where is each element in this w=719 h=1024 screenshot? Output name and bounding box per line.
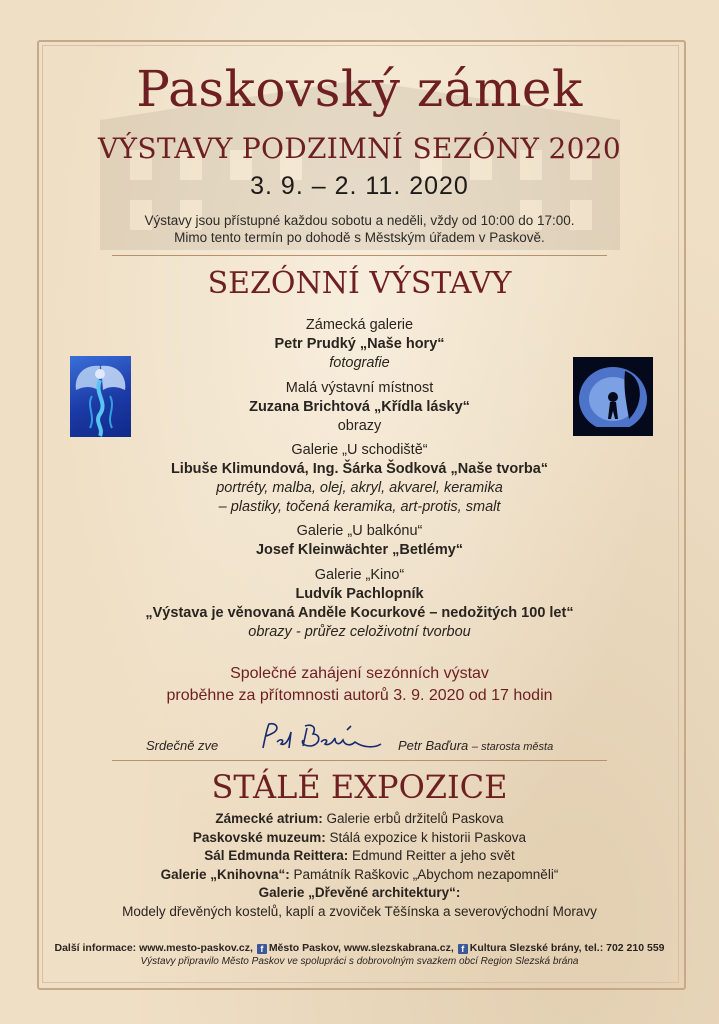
footer-site-2[interactable]: www.slezskabrana.cz, [343,942,454,954]
permanent-item [0,866,719,885]
opening-line-2: Mimo tento termín po dohodě s Městským úřadem v Paskově. [174,230,545,245]
permanent-heading: STÁLÉ EXPOZICE [211,768,508,806]
exhibition-venue: Galerie „U balkónu“ [296,523,423,539]
exhibition-description: portréty, malba, olej, akryl, akvarel, keramika [216,480,503,496]
permanent-item [0,829,719,848]
permanent-item-text: Galerie erbů držitelů Paskova [322,811,504,826]
exhibition-author: Josef Kleinwächter „Betlémy“ [255,542,464,558]
exhibition-u-balkonu [0,522,719,560]
permanent-item [0,810,719,829]
permanent-item [0,884,719,903]
exhibition-author: Zuzana Brichtová „Křídla lásky“ [249,399,470,415]
season-dates: 3. 9. – 2. 11. 2020 [250,172,469,200]
exhibition-author-2: „Výstava je věnovaná Anděle Kocurkové – nedožitých 100 let“ [145,605,574,621]
footer-info-prefix: Další informace: www.mesto-paskov.cz, [54,942,253,954]
permanent-item [0,847,719,866]
mayor-signature [255,718,385,758]
exhibition-venue: Zámecká galerie [305,317,414,333]
page-title: Paskovský zámek [136,60,583,118]
joint-opening-line-1: Společné zahájení sezónních výstav [230,665,489,682]
facebook-icon: f [257,944,267,954]
footer-phone: tel.: 702 210 559 [584,942,665,954]
permanent-item-label: Galerie „Knihovna“: [160,866,290,882]
permanent-item-last-line: Modely dřevěných kostelů, kaplí a zvoviček Těšínska a severovýchodní Moravy [122,903,597,919]
invitation-greeting: Srdečně zve [146,738,219,753]
seasonal-heading: SEZÓNNÍ VÝSTAVY [207,266,512,301]
exhibition-zamecka-galerie [0,316,719,373]
exhibition-venue: Galerie „Kino“ [314,567,405,583]
footer-facebook-1[interactable]: Město Paskov, [268,942,341,954]
exhibition-u-schodiste [0,441,719,517]
footer-facebook-2[interactable]: Kultura Slezské brány, [469,942,582,954]
permanent-item-label: Sál Edmunda Reittera: [204,848,349,863]
exhibition-mala-mistnost [0,379,719,436]
permanent-item-text: Stálá expozice k historii Paskova [325,829,527,845]
exhibition-description: obrazy [337,418,382,434]
exhibition-author: Ludvík Pachlopník [295,586,424,602]
permanent-item-text: Památník Raškovic „Abychom nezapomněli“ [289,866,559,882]
footer-credit: Výstavy připravilo Město Paskov ve spolupráci s dobrovolným svazkem obcí Region Slezská brána [140,956,579,967]
mayor-name-text: Petr Baďura [398,738,469,753]
joint-opening-line-2: proběhne za přítomnosti autorů 3. 9. 2020 od 17 hodin [166,687,553,704]
exhibition-description-2: – plastiky, točená keramika, art-protis, smalt [218,499,501,515]
permanent-list [0,810,719,921]
exhibition-venue: Malá výstavní místnost [285,380,434,396]
permanent-item-label: Galerie „Dřevěné architektury“: [258,885,461,900]
season-subtitle: VÝSTAVY PODZIMNÍ SEZÓNY 2020 [98,132,621,165]
permanent-item-label: Paskovské muzeum: [192,829,326,845]
opening-line-1: Výstavy jsou přístupné každou sobotu a neděli, vždy od 10:00 do 17:00. [144,213,575,228]
permanent-item-label: Zámecké atrium: [215,811,323,826]
exhibition-description: fotografie [329,355,390,371]
mayor-name [398,738,553,753]
exhibition-description: obrazy - průřez celoživotní tvorbou [248,624,471,640]
exhibition-kino [0,566,719,642]
opening-hours [0,212,719,246]
exhibition-author: Libuše Klimundová, Ing. Šárka Šodková „Naše tvorba“ [170,461,549,477]
exhibition-venue: Galerie „U schodiště“ [291,442,428,458]
exhibition-author: Petr Prudký „Naše hory“ [274,336,445,352]
divider-bottom [112,760,607,761]
footer-info [0,942,719,954]
divider-top [112,255,607,256]
permanent-item-text: Edmund Reitter a jeho svět [348,848,515,863]
mayor-role: – starosta města [471,741,554,753]
joint-opening [0,663,719,707]
facebook-icon: f [458,944,468,954]
